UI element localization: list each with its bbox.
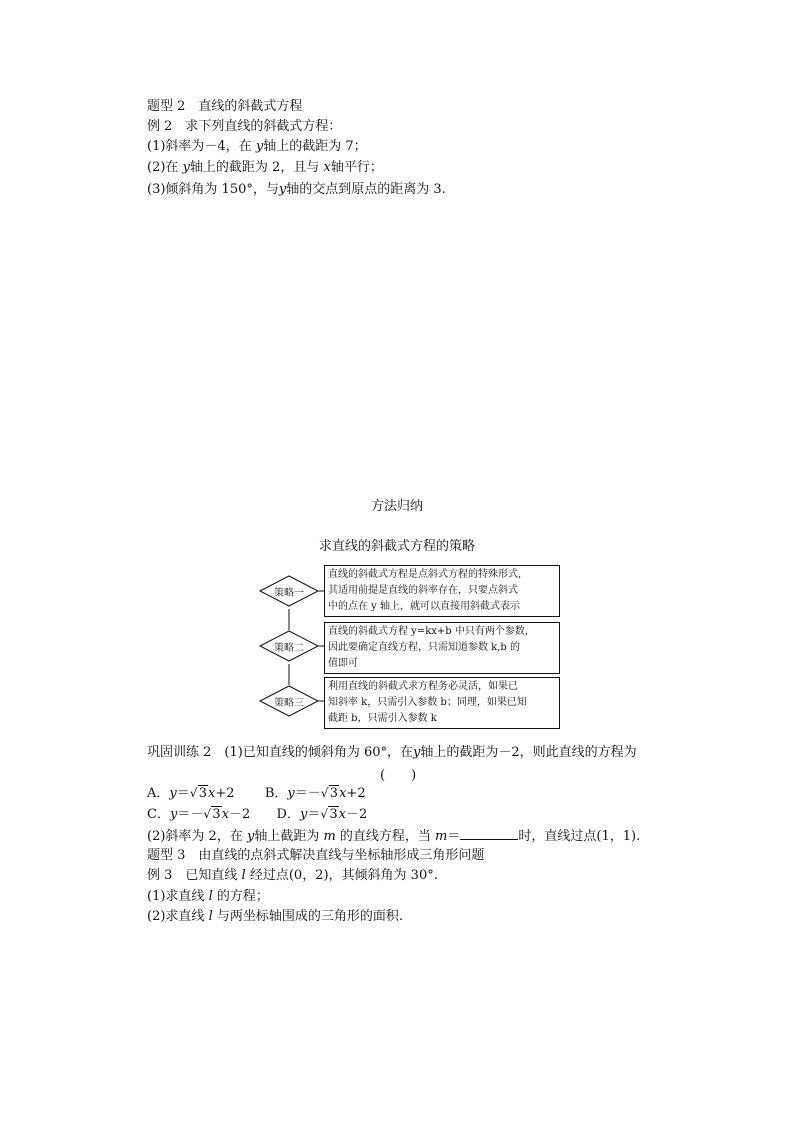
strategy-2-line: 直线的斜截式方程 y=kx+b 中只有两个参数， xyxy=(328,626,535,637)
strategy-1-box xyxy=(324,565,560,617)
practice-2-q1: 巩固训练 2 (1)已知直线的倾斜角为 60°，在y轴上的截距为－2，则此直线的方程为 xyxy=(147,745,637,760)
example-3-q2: (2)求直线 l 与两坐标轴围成的三角形的面积. xyxy=(147,909,403,924)
example-3-q1: (1)求直线 l 的方程； xyxy=(147,889,269,904)
option-a: A．y＝√ 3x+2 xyxy=(147,786,235,801)
practice-2-q2: (2)斜率为 2，在 y轴上截距为 m 的直线方程，当 m＝ 时，直线过点(1，1). xyxy=(147,829,641,844)
example-2-q3: (3)倾斜角为 150°，与y轴的交点到原点的距离为 3. xyxy=(147,182,446,197)
strategy-1-label: 策略一 xyxy=(274,588,304,599)
strategy-1-line: 其适用前提是直线的斜率存在，只要点斜式 xyxy=(328,585,518,596)
method-subheading: 求直线的斜截式方程的策略 xyxy=(318,539,475,554)
section-3-title: 题型 3 由直线的点斜式解决直线与坐标轴形成三角形问题 xyxy=(147,848,485,863)
option-c: C．y＝－√ 3x－2 xyxy=(147,807,250,822)
method-heading: 方法归纳 xyxy=(370,499,423,514)
option-b: B．y＝－√ 3x+2 xyxy=(265,786,366,801)
strategy-3-line: 利用直线的斜截式求方程务必灵活，如果已 xyxy=(328,681,518,692)
strategy-2-line: 因此要确定直线方程，只需知道参数 k,b 的 xyxy=(328,642,520,653)
strategy-2-label: 策略二 xyxy=(274,643,304,654)
strategy-1-line: 直线的斜截式方程是点斜式方程的特殊形式, xyxy=(328,569,522,580)
strategy-2-line: 值即可 xyxy=(328,658,358,669)
answer-parentheses: ( ) xyxy=(380,768,417,783)
strategy-2-box xyxy=(324,622,560,674)
strategy-1-line: 中的点在 y 轴上，就可以直接用斜截式表示 xyxy=(328,601,521,612)
fill-in-blank[interactable] xyxy=(460,828,518,840)
strategy-3-box xyxy=(324,677,560,729)
strategy-3-line: 知斜率 k，只需引入参数 b；同理，如果已知 xyxy=(328,697,527,708)
example-3-label: 例 3 已知直线 l 经过点(0，2)，其倾斜角为 30°. xyxy=(147,868,438,883)
strategy-3-line: 截距 b，只需引入参数 k xyxy=(328,713,437,724)
options-row-1 xyxy=(147,786,366,802)
example-2-q2: (2)在 y轴上的截距为 2，且与 x轴平行； xyxy=(147,160,383,175)
example-2-q1: (1)斜率为－4，在 y轴上的截距为 7； xyxy=(147,139,367,154)
option-d: D．y＝√ 3x－2 xyxy=(277,807,368,822)
options-row-2 xyxy=(147,807,367,823)
section-2-title: 题型 2 直线的斜截式方程 xyxy=(147,99,303,114)
strategy-3-label: 策略三 xyxy=(274,698,304,709)
example-2-label: 例 2 求下列直线的斜截式方程： xyxy=(147,119,342,134)
